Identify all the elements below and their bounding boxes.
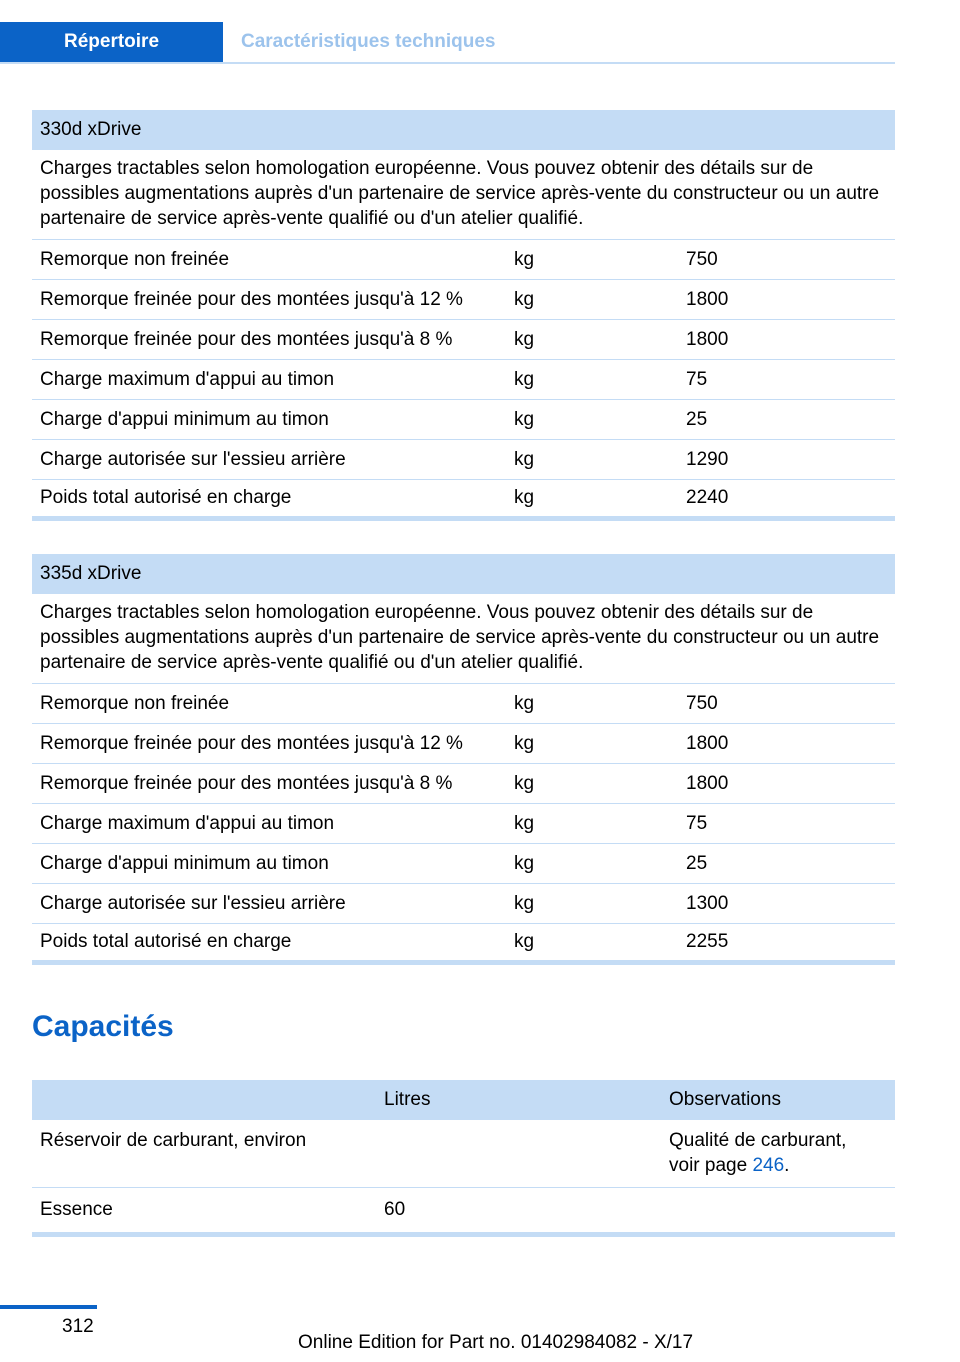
row-label: Charge d'appui minimum au timon	[40, 852, 329, 874]
table-row	[32, 320, 895, 360]
table-row	[32, 1120, 895, 1188]
row-label: Remorque non freinée	[40, 692, 230, 714]
row-unit: kg	[514, 487, 535, 508]
row-unit: kg	[514, 692, 535, 714]
row-observations	[661, 1197, 895, 1222]
table-note: Charges tractables selon homologation européenne. Vous pouvez obtenir des détails sur de possibles augmentations auprès d'un partenaire de service après-vente du constructeur ou un autre partenaire de service après-vente qualifié ou d'un atelier qualifié.	[32, 594, 895, 684]
table-row	[32, 844, 895, 884]
row-value: 75	[686, 812, 708, 834]
table-row	[32, 400, 895, 440]
row-value: 1800	[686, 772, 729, 794]
footer-accent-line	[0, 1305, 97, 1309]
table-row	[32, 724, 895, 764]
row-label: Charge autorisée sur l'essieu arrière	[40, 892, 346, 914]
row-label: Charge d'appui minimum au timon	[40, 408, 329, 430]
table-row	[32, 764, 895, 804]
table-note: Charges tractables selon homologation européenne. Vous pouvez obtenir des détails sur de possibles augmentations auprès d'un partenaire de service après-vente du constructeur ou un autre partenaire de service après-vente qualifié ou d'un atelier qualifié.	[32, 150, 895, 240]
table-row	[32, 480, 895, 521]
row-unit: kg	[514, 248, 535, 270]
table-row	[32, 884, 895, 924]
obs-suffix: .	[784, 1155, 790, 1176]
table-row	[32, 1188, 895, 1237]
row-value: 1290	[686, 448, 729, 470]
section-title-capacites: Capacités	[32, 1010, 174, 1043]
row-unit: kg	[514, 408, 535, 430]
row-label: Essence	[40, 1199, 113, 1220]
top-nav-bar	[0, 22, 895, 64]
table-header	[32, 554, 895, 594]
row-observations	[661, 1128, 895, 1178]
row-value: 2255	[686, 931, 729, 952]
table-row	[32, 924, 895, 965]
edition-note: Online Edition for Part no. 01402984082 - X/17	[298, 1332, 694, 1353]
row-label: Remorque freinée pour des montées jusqu'à 12 %	[40, 288, 463, 310]
page-number: 312	[62, 1316, 94, 1337]
page-link-246[interactable]: 246	[752, 1155, 785, 1176]
table-row	[32, 684, 895, 724]
row-litres	[376, 1128, 661, 1178]
row-value: 1300	[686, 892, 729, 914]
row-value: 1800	[686, 328, 729, 350]
row-value: 75	[686, 368, 708, 390]
model-name: 330d xDrive	[40, 119, 142, 140]
row-unit: kg	[514, 852, 535, 874]
row-label: Remorque freinée pour des montées jusqu'à 8 %	[40, 328, 453, 350]
table-header	[32, 1080, 895, 1120]
row-unit: kg	[514, 328, 535, 350]
tab-repertoire[interactable]: Répertoire	[0, 22, 223, 62]
row-label: Réservoir de carburant, environ	[40, 1130, 307, 1151]
row-value: 750	[686, 248, 718, 270]
row-unit: kg	[514, 448, 535, 470]
table-row	[32, 280, 895, 320]
towing-table-335d	[32, 554, 895, 965]
row-label: Remorque non freinée	[40, 248, 230, 270]
row-value: 25	[686, 408, 708, 430]
table-row	[32, 360, 895, 400]
row-value: 25	[686, 852, 708, 874]
row-label: Charge maximum d'appui au timon	[40, 812, 335, 834]
row-unit: kg	[514, 732, 535, 754]
obs-line2-prefix: voir page	[669, 1155, 753, 1176]
row-unit: kg	[514, 772, 535, 794]
table-row	[32, 440, 895, 480]
obs-line1: Qualité de carburant,	[669, 1130, 847, 1151]
table-row	[32, 240, 895, 280]
row-label: Charge autorisée sur l'essieu arrière	[40, 448, 346, 470]
capacities-table	[32, 1080, 895, 1237]
tab-caracteristiques-techniques[interactable]: Caractéristiques techniques	[241, 31, 496, 52]
row-value: 750	[686, 692, 718, 714]
row-unit: kg	[514, 812, 535, 834]
row-label: Remorque freinée pour des montées jusqu'à 8 %	[40, 772, 453, 794]
towing-table-330d	[32, 110, 895, 521]
row-label: Poids total autorisé en charge	[40, 931, 292, 952]
row-value: 1800	[686, 288, 729, 310]
row-unit: kg	[514, 288, 535, 310]
header-litres: Litres	[384, 1089, 431, 1110]
header-observations: Observations	[669, 1089, 781, 1110]
row-litres: 60	[384, 1199, 406, 1220]
row-label: Poids total autorisé en charge	[40, 487, 292, 508]
row-unit: kg	[514, 892, 535, 914]
table-row	[32, 804, 895, 844]
table-header	[32, 110, 895, 150]
row-label: Remorque freinée pour des montées jusqu'à 12 %	[40, 732, 463, 754]
model-name: 335d xDrive	[40, 563, 142, 584]
row-value: 2240	[686, 487, 729, 508]
row-unit: kg	[514, 368, 535, 390]
row-label: Charge maximum d'appui au timon	[40, 368, 335, 390]
row-value: 1800	[686, 732, 729, 754]
row-unit: kg	[514, 931, 535, 952]
